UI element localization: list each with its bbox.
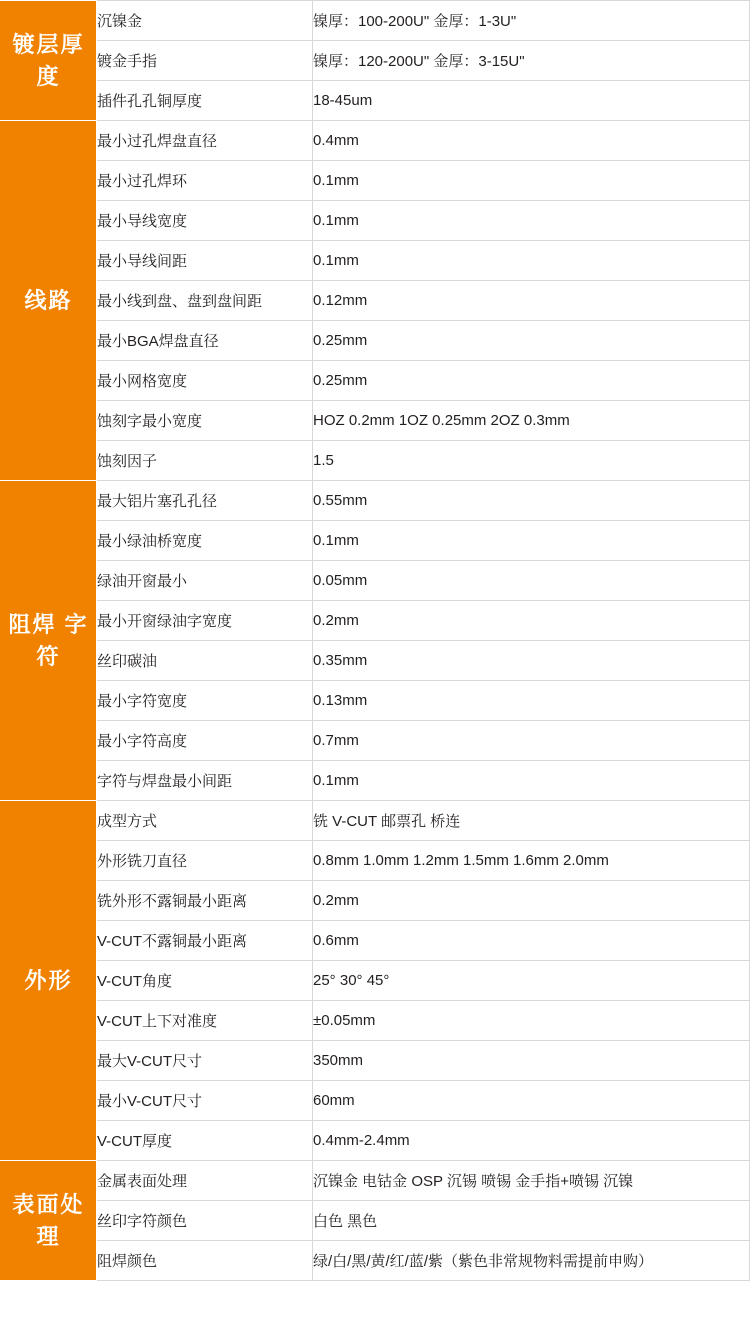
category-label: 外形 (24, 967, 73, 993)
spec-item-value: 0.4mm (313, 121, 750, 161)
spec-item-label: 最大V-CUT尺寸 (97, 1041, 313, 1081)
spec-item-value: 0.2mm (313, 601, 750, 641)
table-row (1, 761, 750, 801)
spec-item-value: 0.1mm (313, 161, 750, 201)
spec-item-label: 最小BGA焊盘直径 (97, 321, 313, 361)
category-label: 镀层厚度 (12, 31, 85, 89)
table-row (1, 721, 750, 761)
spec-item-value: 25° 30° 45° (313, 961, 750, 1001)
table-row (1, 361, 750, 401)
table-row (1, 1, 750, 41)
spec-item-label: 最小线到盘、盘到盘间距 (97, 281, 313, 321)
spec-item-value: 沉镍金 电钴金 OSP 沉锡 喷锡 金手指+喷锡 沉镍 (313, 1161, 750, 1201)
category-cell (1, 801, 97, 1161)
category-cell (1, 1161, 97, 1281)
table-row (1, 1121, 750, 1161)
table-row (1, 201, 750, 241)
spec-item-label: 最小导线间距 (97, 241, 313, 281)
table-row (1, 881, 750, 921)
spec-item-label: 蚀刻因子 (97, 441, 313, 481)
spec-item-value: ±0.05mm (313, 1001, 750, 1041)
spec-item-label: V-CUT上下对准度 (97, 1001, 313, 1041)
spec-item-label: 绿油开窗最小 (97, 561, 313, 601)
spec-item-label: 最小过孔焊环 (97, 161, 313, 201)
spec-table-body (1, 1, 750, 1281)
table-row (1, 801, 750, 841)
table-row (1, 1161, 750, 1201)
spec-item-value: 绿/白/黑/黄/红/蓝/紫（紫色非常规物料需提前申购） (313, 1241, 750, 1281)
table-row (1, 841, 750, 881)
spec-item-value: 白色 黑色 (313, 1201, 750, 1241)
table-row (1, 321, 750, 361)
spec-item-label: 最小网格宽度 (97, 361, 313, 401)
spec-item-value: 350mm (313, 1041, 750, 1081)
spec-item-label: 最小V-CUT尺寸 (97, 1081, 313, 1121)
spec-item-value: 0.25mm (313, 321, 750, 361)
table-row (1, 81, 750, 121)
spec-item-label: V-CUT厚度 (97, 1121, 313, 1161)
spec-item-label: 镀金手指 (97, 41, 313, 81)
spec-item-label: V-CUT不露铜最小距离 (97, 921, 313, 961)
spec-item-label: 外形铣刀直径 (97, 841, 313, 881)
spec-item-label: V-CUT角度 (97, 961, 313, 1001)
spec-item-value: 0.1mm (313, 521, 750, 561)
category-label: 表面处理 (12, 1191, 85, 1249)
spec-item-value: 0.4mm-2.4mm (313, 1121, 750, 1161)
spec-item-label: 金属表面处理 (97, 1161, 313, 1201)
spec-item-label: 最小绿油桥宽度 (97, 521, 313, 561)
spec-item-value: 0.2mm (313, 881, 750, 921)
spec-item-value: 0.7mm (313, 721, 750, 761)
table-row (1, 1081, 750, 1121)
spec-item-value: 镍厚：100-200U" 金厚：1-3U" (313, 1, 750, 41)
spec-item-value: 镍厚：120-200U" 金厚：3-15U" (313, 41, 750, 81)
spec-item-label: 最小字符宽度 (97, 681, 313, 721)
spec-item-value: 0.25mm (313, 361, 750, 401)
category-cell (1, 481, 97, 801)
category-cell (1, 1, 97, 121)
spec-item-label: 沉镍金 (97, 1, 313, 41)
spec-item-value: 0.1mm (313, 241, 750, 281)
spec-item-value: 0.13mm (313, 681, 750, 721)
category-cell (1, 121, 97, 481)
spec-item-label: 最小过孔焊盘直径 (97, 121, 313, 161)
spec-item-label: 铣外形不露铜最小距离 (97, 881, 313, 921)
spec-item-label: 最小导线宽度 (97, 201, 313, 241)
table-row (1, 1001, 750, 1041)
spec-item-value: 0.12mm (313, 281, 750, 321)
spec-item-label: 插件孔孔铜厚度 (97, 81, 313, 121)
spec-item-label: 成型方式 (97, 801, 313, 841)
table-row (1, 401, 750, 441)
table-row (1, 641, 750, 681)
spec-item-value: 0.1mm (313, 201, 750, 241)
spec-item-value: 0.1mm (313, 761, 750, 801)
category-label: 线路 (24, 287, 73, 313)
spec-item-value: 0.8mm 1.0mm 1.2mm 1.5mm 1.6mm 2.0mm (313, 841, 750, 881)
table-row (1, 481, 750, 521)
table-row (1, 921, 750, 961)
spec-item-value: 铣 V-CUT 邮票孔 桥连 (313, 801, 750, 841)
table-row (1, 561, 750, 601)
spec-item-label: 阻焊颜色 (97, 1241, 313, 1281)
category-label: 阻焊 字符 (8, 611, 89, 669)
table-row (1, 1041, 750, 1081)
spec-item-value: 60mm (313, 1081, 750, 1121)
table-row (1, 1201, 750, 1241)
spec-item-label: 丝印碳油 (97, 641, 313, 681)
table-row (1, 601, 750, 641)
table-row (1, 41, 750, 81)
table-row (1, 441, 750, 481)
table-row (1, 241, 750, 281)
spec-item-value: 0.05mm (313, 561, 750, 601)
table-row (1, 681, 750, 721)
spec-item-value: 0.6mm (313, 921, 750, 961)
table-row (1, 161, 750, 201)
spec-item-label: 字符与焊盘最小间距 (97, 761, 313, 801)
table-row (1, 521, 750, 561)
spec-item-label: 蚀刻字最小宽度 (97, 401, 313, 441)
spec-item-value: 0.55mm (313, 481, 750, 521)
spec-item-value: 0.35mm (313, 641, 750, 681)
spec-item-label: 最小字符高度 (97, 721, 313, 761)
table-row (1, 121, 750, 161)
spec-item-label: 最大铝片塞孔孔径 (97, 481, 313, 521)
table-row (1, 281, 750, 321)
spec-item-label: 丝印字符颜色 (97, 1201, 313, 1241)
spec-item-value: 18-45um (313, 81, 750, 121)
table-row (1, 1241, 750, 1281)
table-row (1, 961, 750, 1001)
spec-item-label: 最小开窗绿油字宽度 (97, 601, 313, 641)
spec-item-value: HOZ 0.2mm 1OZ 0.25mm 2OZ 0.3mm (313, 401, 750, 441)
spec-item-value: 1.5 (313, 441, 750, 481)
